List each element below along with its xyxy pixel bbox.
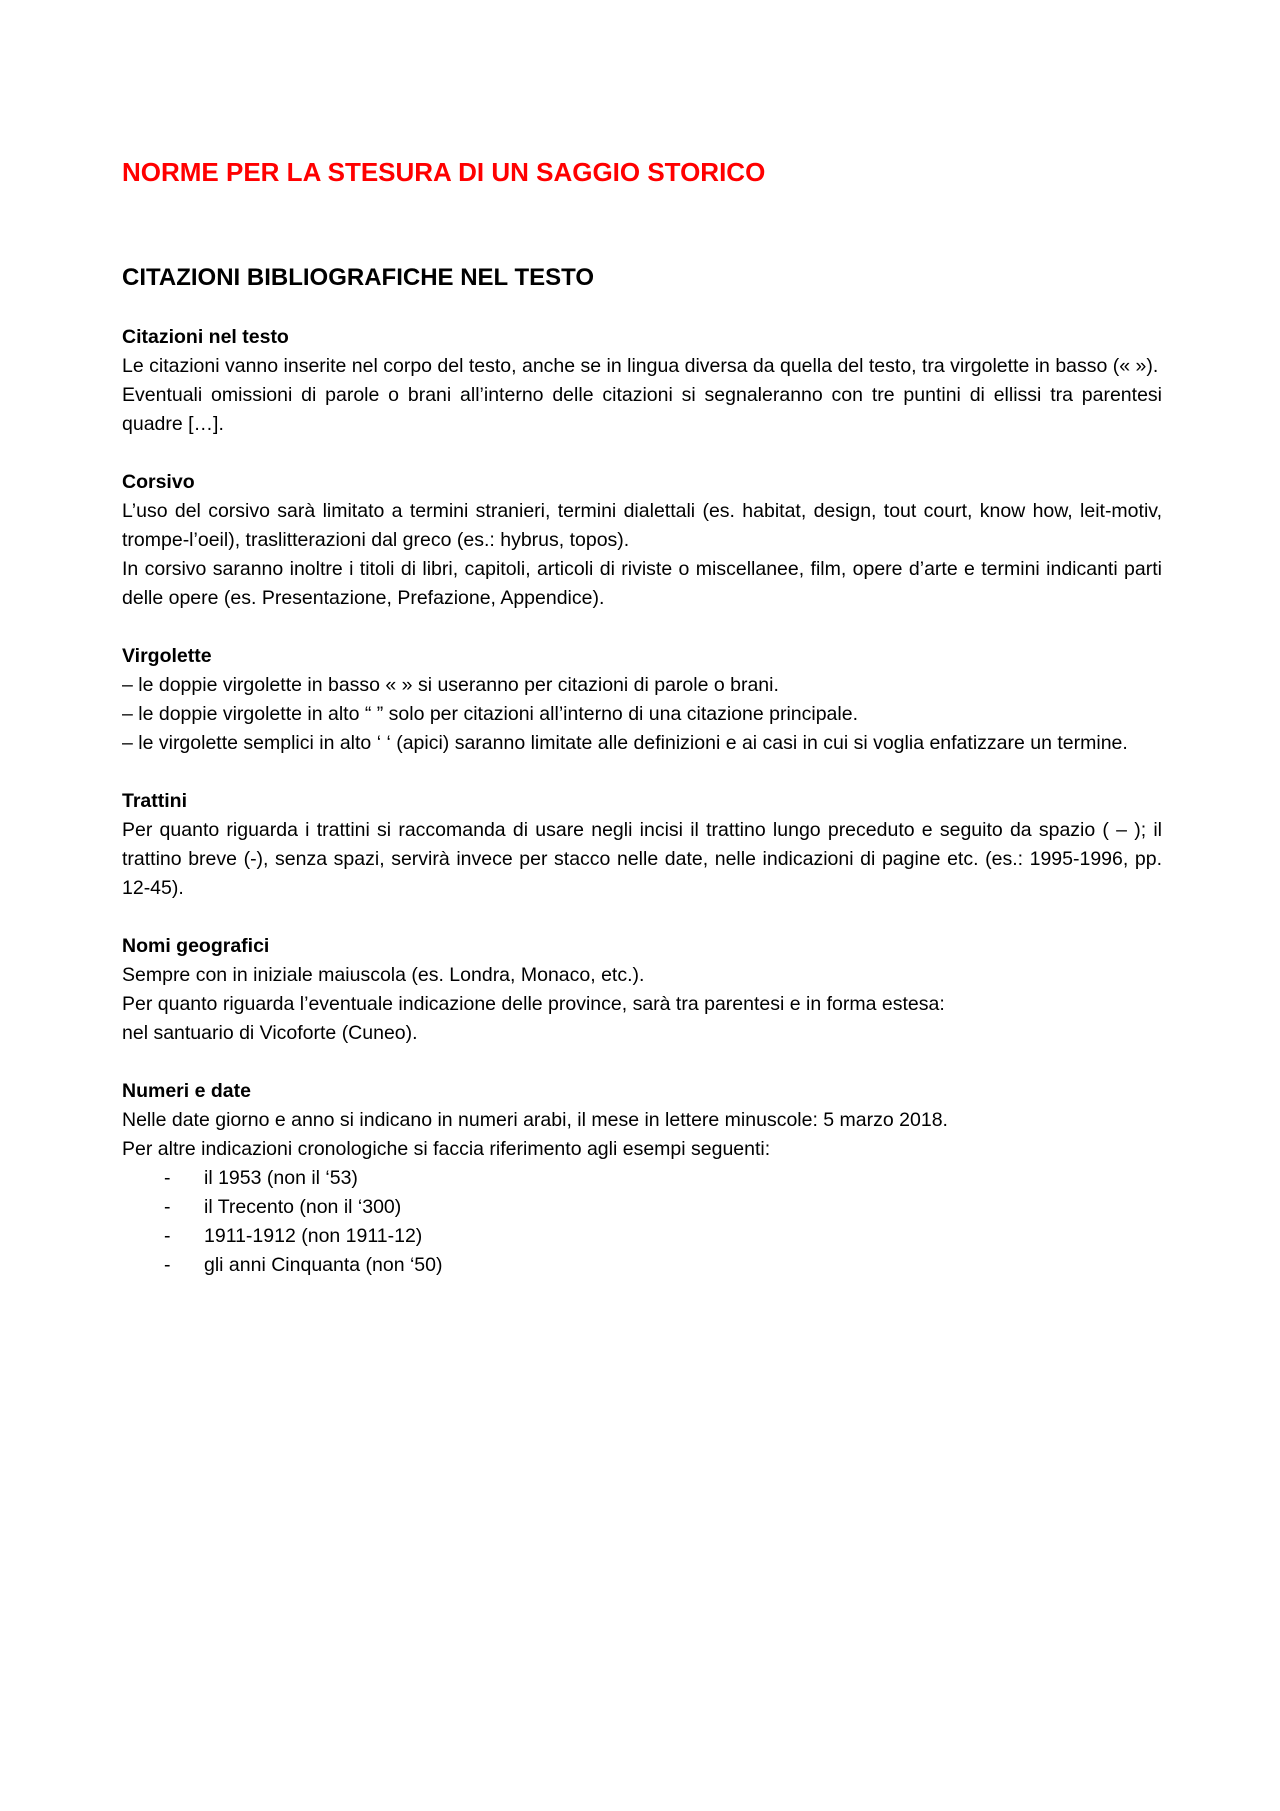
list-marker: - xyxy=(164,1167,171,1189)
list-marker: - xyxy=(164,1196,171,1218)
list-marker: - xyxy=(164,1225,171,1247)
block-nomi-geografici xyxy=(122,932,1162,1048)
paragraph: Per altre indicazioni cronologiche si faccia riferimento agli esempi seguenti: xyxy=(122,1138,771,1160)
section-title: CITAZIONI BIBLIOGRAFICHE NEL TESTO xyxy=(122,264,595,291)
block-virgolette xyxy=(122,642,1162,758)
document-title: NORME PER LA STESURA DI UN SAGGIO STORICO xyxy=(122,157,766,187)
block-corsivo xyxy=(122,468,1162,613)
paragraph: nel santuario di Vicoforte (Cuneo). xyxy=(122,1022,418,1044)
paragraph: Per quanto riguarda l’eventuale indicazione delle province, sarà tra parentesi e in forma estesa: xyxy=(122,993,945,1015)
list-item-text: il 1953 (non il ‘53) xyxy=(204,1167,358,1189)
block-trattini xyxy=(122,787,1162,903)
paragraph: Eventuali omissioni di parole o brani all’interno delle citazioni si segnaleranno con tre puntini di ellissi tra parentesi quadre […]. xyxy=(122,384,1162,435)
paragraph: In corsivo saranno inoltre i titoli di libri, capitoli, articoli di riviste o miscellanee, film, opere d’arte e termini indicanti parti delle opere (es. Presentazione, Prefazione, Appendice). xyxy=(122,558,1162,609)
paragraph: – le doppie virgolette in basso « » si useranno per citazioni di parole o brani. xyxy=(122,674,779,696)
block-citazioni-nel-testo xyxy=(122,323,1162,439)
paragraph: Le citazioni vanno inserite nel corpo del testo, anche se in lingua diversa da quella del testo, tra virgolette in basso (« »). xyxy=(122,355,1159,377)
list-item-text: gli anni Cinquanta (non ‘50) xyxy=(204,1254,443,1276)
paragraph: Per quanto riguarda i trattini si raccomanda di usare negli incisi il trattino lungo preceduto e seguito da spazio ( – ); il trattino breve (-), senza spazi, servirà invece per stacco nelle date, nelle indicazioni di pagine etc. (es.: 1995-1996, pp. 12-45). xyxy=(122,819,1162,899)
list-item xyxy=(122,1251,1162,1280)
list-item-text: 1911-1912 (non 1911-12) xyxy=(204,1225,423,1247)
block-numeri-e-date xyxy=(122,1077,1162,1280)
block-heading: Nomi geografici xyxy=(122,935,270,957)
paragraph: – le doppie virgolette in alto “ ” solo per citazioni all’interno di una citazione principale. xyxy=(122,703,859,725)
list-item xyxy=(122,1222,1162,1251)
list-item xyxy=(122,1164,1162,1193)
list-item-text: il Trecento (non il ‘300) xyxy=(204,1196,402,1218)
document-body xyxy=(122,323,1162,1309)
paragraph: L’uso del corsivo sarà limitato a termini stranieri, termini dialettali (es. habitat, design, tout court, know how, leit-motiv, trompe-l’oeil), traslitterazioni dal greco (es.: hybrus, topos). xyxy=(122,500,1162,551)
block-heading: Trattini xyxy=(122,790,188,812)
paragraph: – le virgolette semplici in alto ‘ ‘ (apici) saranno limitate alle definizioni e ai casi in cui si voglia enfatizzare un termine. xyxy=(122,732,1128,754)
list-marker: - xyxy=(164,1254,171,1276)
paragraph: Nelle date giorno e anno si indicano in numeri arabi, il mese in lettere minuscole: 5 marzo 2018. xyxy=(122,1109,948,1131)
list-item xyxy=(122,1193,1162,1222)
block-heading: Virgolette xyxy=(122,645,212,667)
block-heading: Numeri e date xyxy=(122,1080,251,1102)
paragraph: Sempre con in iniziale maiuscola (es. Londra, Monaco, etc.). xyxy=(122,964,645,986)
chronology-examples-list xyxy=(122,1164,1162,1280)
block-heading: Citazioni nel testo xyxy=(122,326,289,348)
block-heading: Corsivo xyxy=(122,471,195,493)
